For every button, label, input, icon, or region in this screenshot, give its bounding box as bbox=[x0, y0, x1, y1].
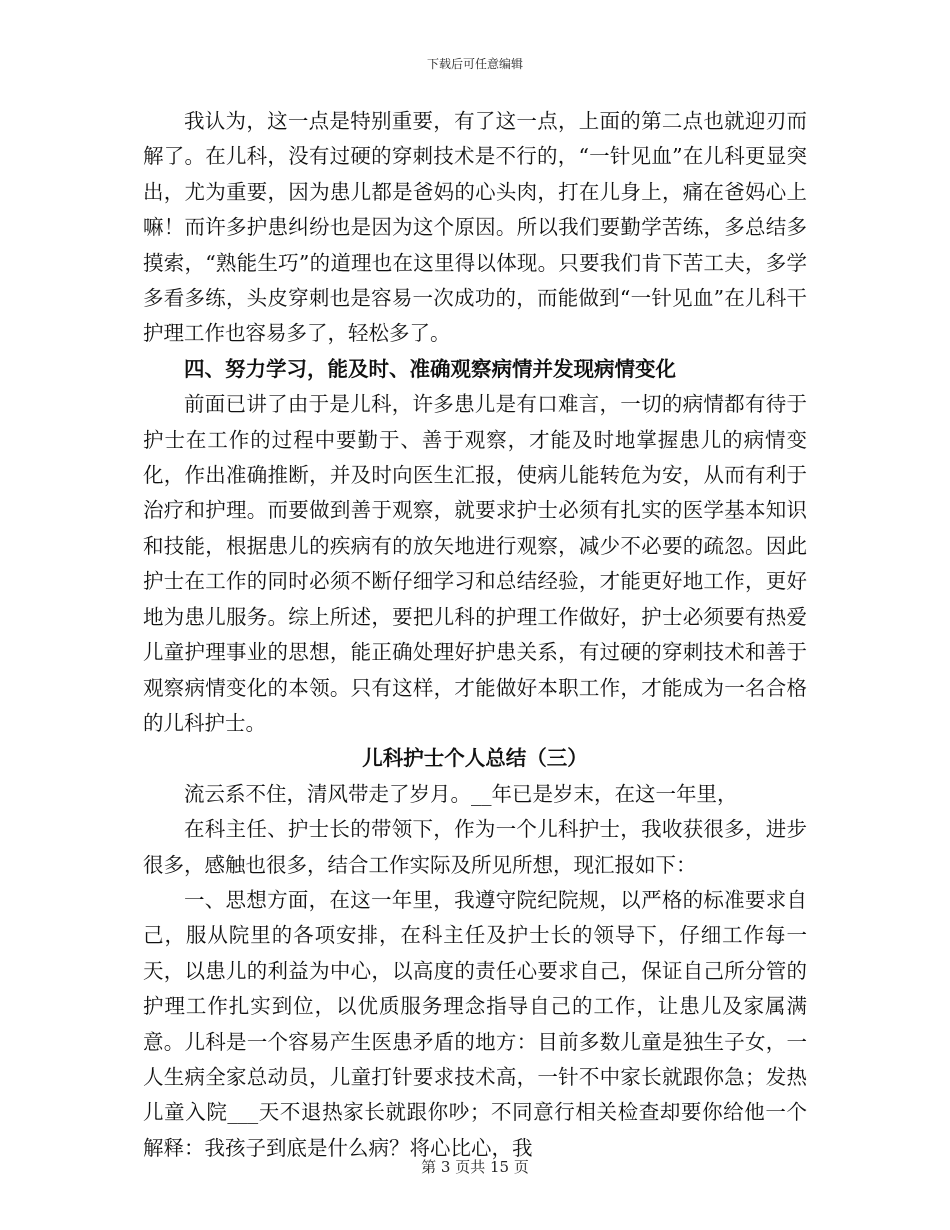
paragraph-puncture-skill: 我认为，这一点是特别重要，有了这一点，上面的第二点也就迎刃而解了。在儿科，没有过硬的穿刺技术是不行的，“一针见血”在儿科更显突出，尤为重要，因为患儿都是爸妈的心头肉，打在儿身上，痛在爸妈心上嘛！而许多护患纠纷也是因为这个原因。所以我们要勤学苦练，多总结多摸索，“熟能生巧”的道理也在这里得以体现。只要我们肯下苦工夫，多学多看多练，头皮穿刺也是容易一次成功的，而能做到“一针见血”在儿科干护理工作也容易多了，轻松多了。 bbox=[143, 109, 807, 346]
page-header: 下载后可任意编辑 bbox=[426, 57, 523, 71]
paragraph-observation: 前面已讲了由于是儿科，许多患儿是有口难言，一切的病情都有待于护士在工作的过程中要勤于、善于观察，才能及时地掌握患儿的病情变化，作出准确推断，并及时向医生汇报，使病儿能转危为安，从而有利于治疗和护理。而要做到善于观察，就要求护士必须有扎实的医学基本知识和技能，根据患儿的疾病有的放矢地进行观察，减少不必要的疏忽。因此护士在工作的同时必须不断仔细学习和总结经验，才能更好地工作，更好地为患儿服务。综上所述，要把儿科的护理工作做好，护士必须要有热爱儿童护理事业的思想，能正确处理好护患关系，有过硬的穿刺技术和善于观察病情变化的本领。只有这样，才能做好本职工作，才能成为一名合格的儿科护士。 bbox=[143, 392, 807, 735]
document-title-part-three: 儿科护士个人总结（三） bbox=[362, 746, 588, 771]
section-heading-four: 四、努力学习，能及时、准确观察病情并发现病情变化 bbox=[184, 356, 676, 381]
document-body bbox=[143, 104, 807, 1166]
paragraph-leadership: 在科主任、护士长的带领下，作为一个儿科护士，我收获很多，进步很多，感触也很多，结合工作实际及所见所想，现汇报如下： bbox=[143, 817, 807, 877]
paragraph-thought: 一、思想方面，在这一年里，我遵守院纪院规，以严格的标准要求自己，服从院里的各项安排，在科主任及护士长的领导下，仔细工作每一天，以患儿的利益为中心，以高度的责任心要求自己，保证自己所分管的护理工作扎实到位，以优质服务理念指导自己的工作，让患儿及家属满意。儿科是一个容易产生医患矛盾的地方：目前多数儿童是独生子女，一人生病全家总动员，儿童打针要求技术高，一针不中家长就跟你急；发热儿童入院___天不退热家长就跟你吵；不同意行相关检查却要你给他一个解释：我孩子到底是什么病？将心比心，我 bbox=[143, 887, 807, 1160]
paragraph-intro: 流云系不住，清风带走了岁月。__年已是岁末，在这一年里， bbox=[184, 781, 738, 806]
page-footer: 第 3 页共 15 页 bbox=[421, 1158, 529, 1176]
